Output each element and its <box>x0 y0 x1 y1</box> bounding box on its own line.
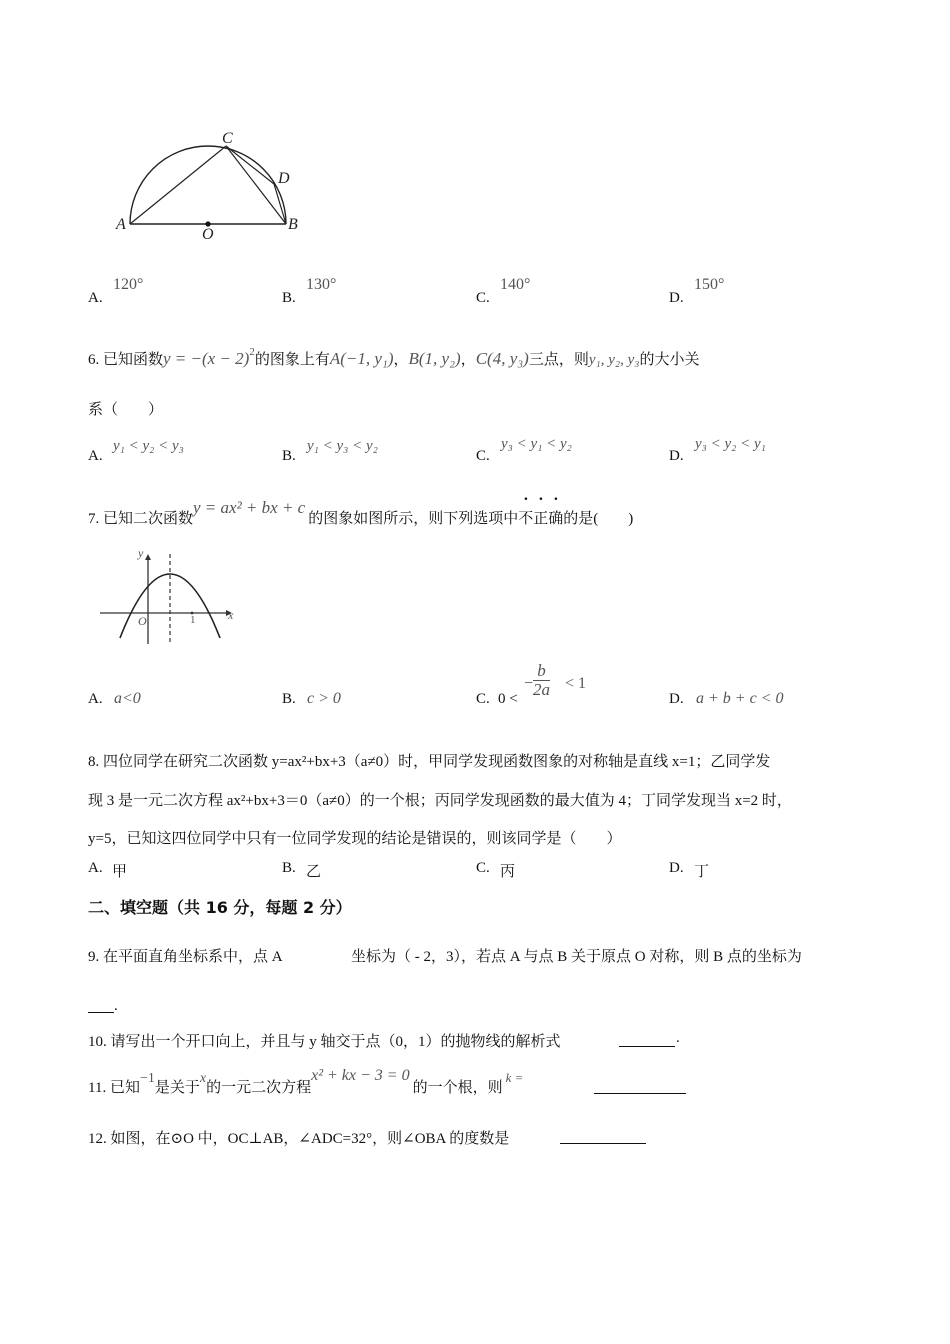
q5-option-c-label: C. <box>476 290 490 306</box>
q7-option-c-label: C. <box>476 691 490 707</box>
q11-equation: x² + kx − 3 = 0 <box>311 1067 410 1084</box>
q5-option-d-label: D. <box>669 290 684 306</box>
q9-stem-part2: 坐标为（ - 2，3），若点 A 与点 B 关于原点 O 对称，则 B 点的坐标为 <box>351 949 802 965</box>
q8-option-b-value: 乙 <box>306 864 322 880</box>
q8-option-d-label: D. <box>669 860 684 876</box>
q7-option-c-prefix: 0 < <box>498 691 518 707</box>
q6-text-2: 的图象上有 <box>254 352 330 368</box>
q11-k-equals: k = <box>505 1070 524 1085</box>
q6-option-a-label: A. <box>88 448 103 464</box>
q6-point-b: B(1, y₂) <box>408 349 461 368</box>
q5-label-o: O <box>202 226 214 243</box>
q5-label-d: D <box>278 170 290 187</box>
q9-stem-part1: 9. 在平面直角坐标系中，点 A <box>88 949 283 965</box>
q7-option-a-value: a<0 <box>114 690 141 707</box>
q7-option-c-fraction <box>533 662 550 699</box>
q7-emphasis-char-3: 确 <box>548 511 564 527</box>
q5-option-a-value: 120° <box>113 276 144 293</box>
q6-text-4: 的大小关 <box>639 352 700 368</box>
q8-option-a-value: 甲 <box>112 864 128 880</box>
q6-text-1: 已知函数 <box>103 352 164 368</box>
q6-text-3: 三点，则 <box>528 352 589 368</box>
q8-stem-line1: 8. 四位同学在研究二次函数 y=ax²+bx+3（a≠0）时，甲同学发现函数图象的对称轴是直线 x=1；乙同学发 <box>88 754 771 770</box>
q9-answer-blank[interactable] <box>88 996 114 1013</box>
q10-answer-blank[interactable] <box>619 1030 675 1047</box>
q5-option-d-value: 150° <box>694 276 725 293</box>
q8-option-a-label: A. <box>88 860 103 876</box>
q6-point-a: A(−1, y₁) <box>329 349 394 368</box>
q7-text-2: 的图象如图所示，则下列选项中 <box>308 511 519 527</box>
q7-parabola-graph <box>96 548 246 644</box>
q7-graph-y-label: y <box>138 546 144 560</box>
q6-point-c: C(4, y₃) <box>475 349 529 368</box>
q10-end-period: . <box>676 1030 680 1046</box>
q7-option-c-suffix: < 1 <box>565 675 587 692</box>
q6-option-c-value: y₃ < y₁ < y₂ <box>501 436 572 452</box>
q5-option-b-label: B. <box>282 290 296 306</box>
q7-text-3: 的是( ) <box>563 511 634 527</box>
q11-var-x: x <box>199 1071 207 1086</box>
q7-text-1: 已知二次函数 <box>103 511 194 527</box>
q6-function-exp: 2 <box>249 346 255 358</box>
q11-answer-blank[interactable] <box>594 1077 686 1094</box>
q8-stem-line2: 现 3 是一元二次方程 ax²+bx+3＝0（a≠0）的一个根；丙同学发现函数的最大值为 4；丁同学发现当 x=2 时， <box>88 793 792 809</box>
q7-option-b-label: B. <box>282 691 296 707</box>
q7-function: y = ax² + bx + c <box>193 498 306 517</box>
q9-end-period: . <box>114 998 118 1014</box>
q6-vars: y₁, y₂, y₃ <box>588 352 640 368</box>
q11-text-4: 的一个根，则 <box>412 1080 503 1096</box>
q7-graph-origin-label: O <box>138 614 147 628</box>
q6-option-b-value: y₁ < y₃ < y₂ <box>307 438 378 454</box>
q6-stem-line1: 6. 已知函数$y = -(x - 2)^2$的图象上有A(−1, y₁)，B(1, y₂)，C(4, y₃)三点，则y₁, y₂, y₃的大小关 <box>88 346 700 368</box>
q11-text-2: 是关于 <box>154 1080 200 1096</box>
q7-emphasis-char-2: 正 <box>533 511 549 527</box>
q6-number: 6. <box>88 352 100 368</box>
q5-label-a: A <box>116 216 126 233</box>
q8-option-c-value: 丙 <box>500 864 516 880</box>
q7-stem <box>88 498 634 528</box>
q5-option-c-value: 140° <box>500 276 531 293</box>
q7-number: 7. <box>88 511 100 527</box>
q7-option-b-value: c > 0 <box>307 690 341 707</box>
q6-option-d-label: D. <box>669 448 684 464</box>
q6-option-d-value: y₃ < y₂ < y₁ <box>695 436 766 452</box>
q7-graph-x-label: x <box>228 608 234 622</box>
q12-stem: 12. 如图，在⊙O 中，OC⊥AB，∠ADC=32°，则∠OBA 的度数是 <box>88 1131 510 1147</box>
q7-option-d-label: D. <box>669 691 684 707</box>
q5-label-b: B <box>288 216 298 233</box>
q7-option-c-neg: − <box>524 675 534 692</box>
q6-option-b-label: B. <box>282 448 296 464</box>
q10-stem: 10. 请写出一个开口向上，并且与 y 轴交于点（0，1）的抛物线的解析式 <box>88 1034 561 1050</box>
q7-option-d-value: a + b + c < 0 <box>696 690 784 707</box>
q12-answer-blank[interactable] <box>560 1127 646 1144</box>
q8-option-b-label: B. <box>282 860 296 876</box>
q6-stem-line2: 系（ ） <box>88 402 164 418</box>
q11-text-3: 的一元二次方程 <box>206 1080 312 1096</box>
q7-graph-tick-1: 1 <box>190 614 196 626</box>
q6-option-a-value: y₁ < y₂ < y₃ <box>113 438 184 454</box>
q5-option-a-label: A. <box>88 290 103 306</box>
q7-option-c-denominator: 2a <box>533 679 550 699</box>
q6-function: y = −(x − 2) <box>163 349 250 368</box>
q6-option-c-label: C. <box>476 448 490 464</box>
q11-text-1: 11. 已知 <box>88 1080 140 1096</box>
section-2-title: 二、填空题（共 16 分，每题 2 分） <box>88 898 352 917</box>
q8-stem-line3: y=5，已知这四位同学中只有一位同学发现的结论是错误的，则该同学是（ ） <box>88 831 622 847</box>
q7-emphasis-char-1: 不 <box>518 511 534 527</box>
q5-label-c: C <box>222 130 233 147</box>
q7-option-a-label: A. <box>88 691 103 707</box>
q8-option-c-label: C. <box>476 860 490 876</box>
q11-neg-one: −1 <box>139 1071 155 1086</box>
q5-option-b-value: 130° <box>306 276 337 293</box>
q7-option-c-numerator: b <box>533 662 550 681</box>
q8-option-d-value: 丁 <box>694 864 710 880</box>
q11-stem <box>88 1067 524 1097</box>
